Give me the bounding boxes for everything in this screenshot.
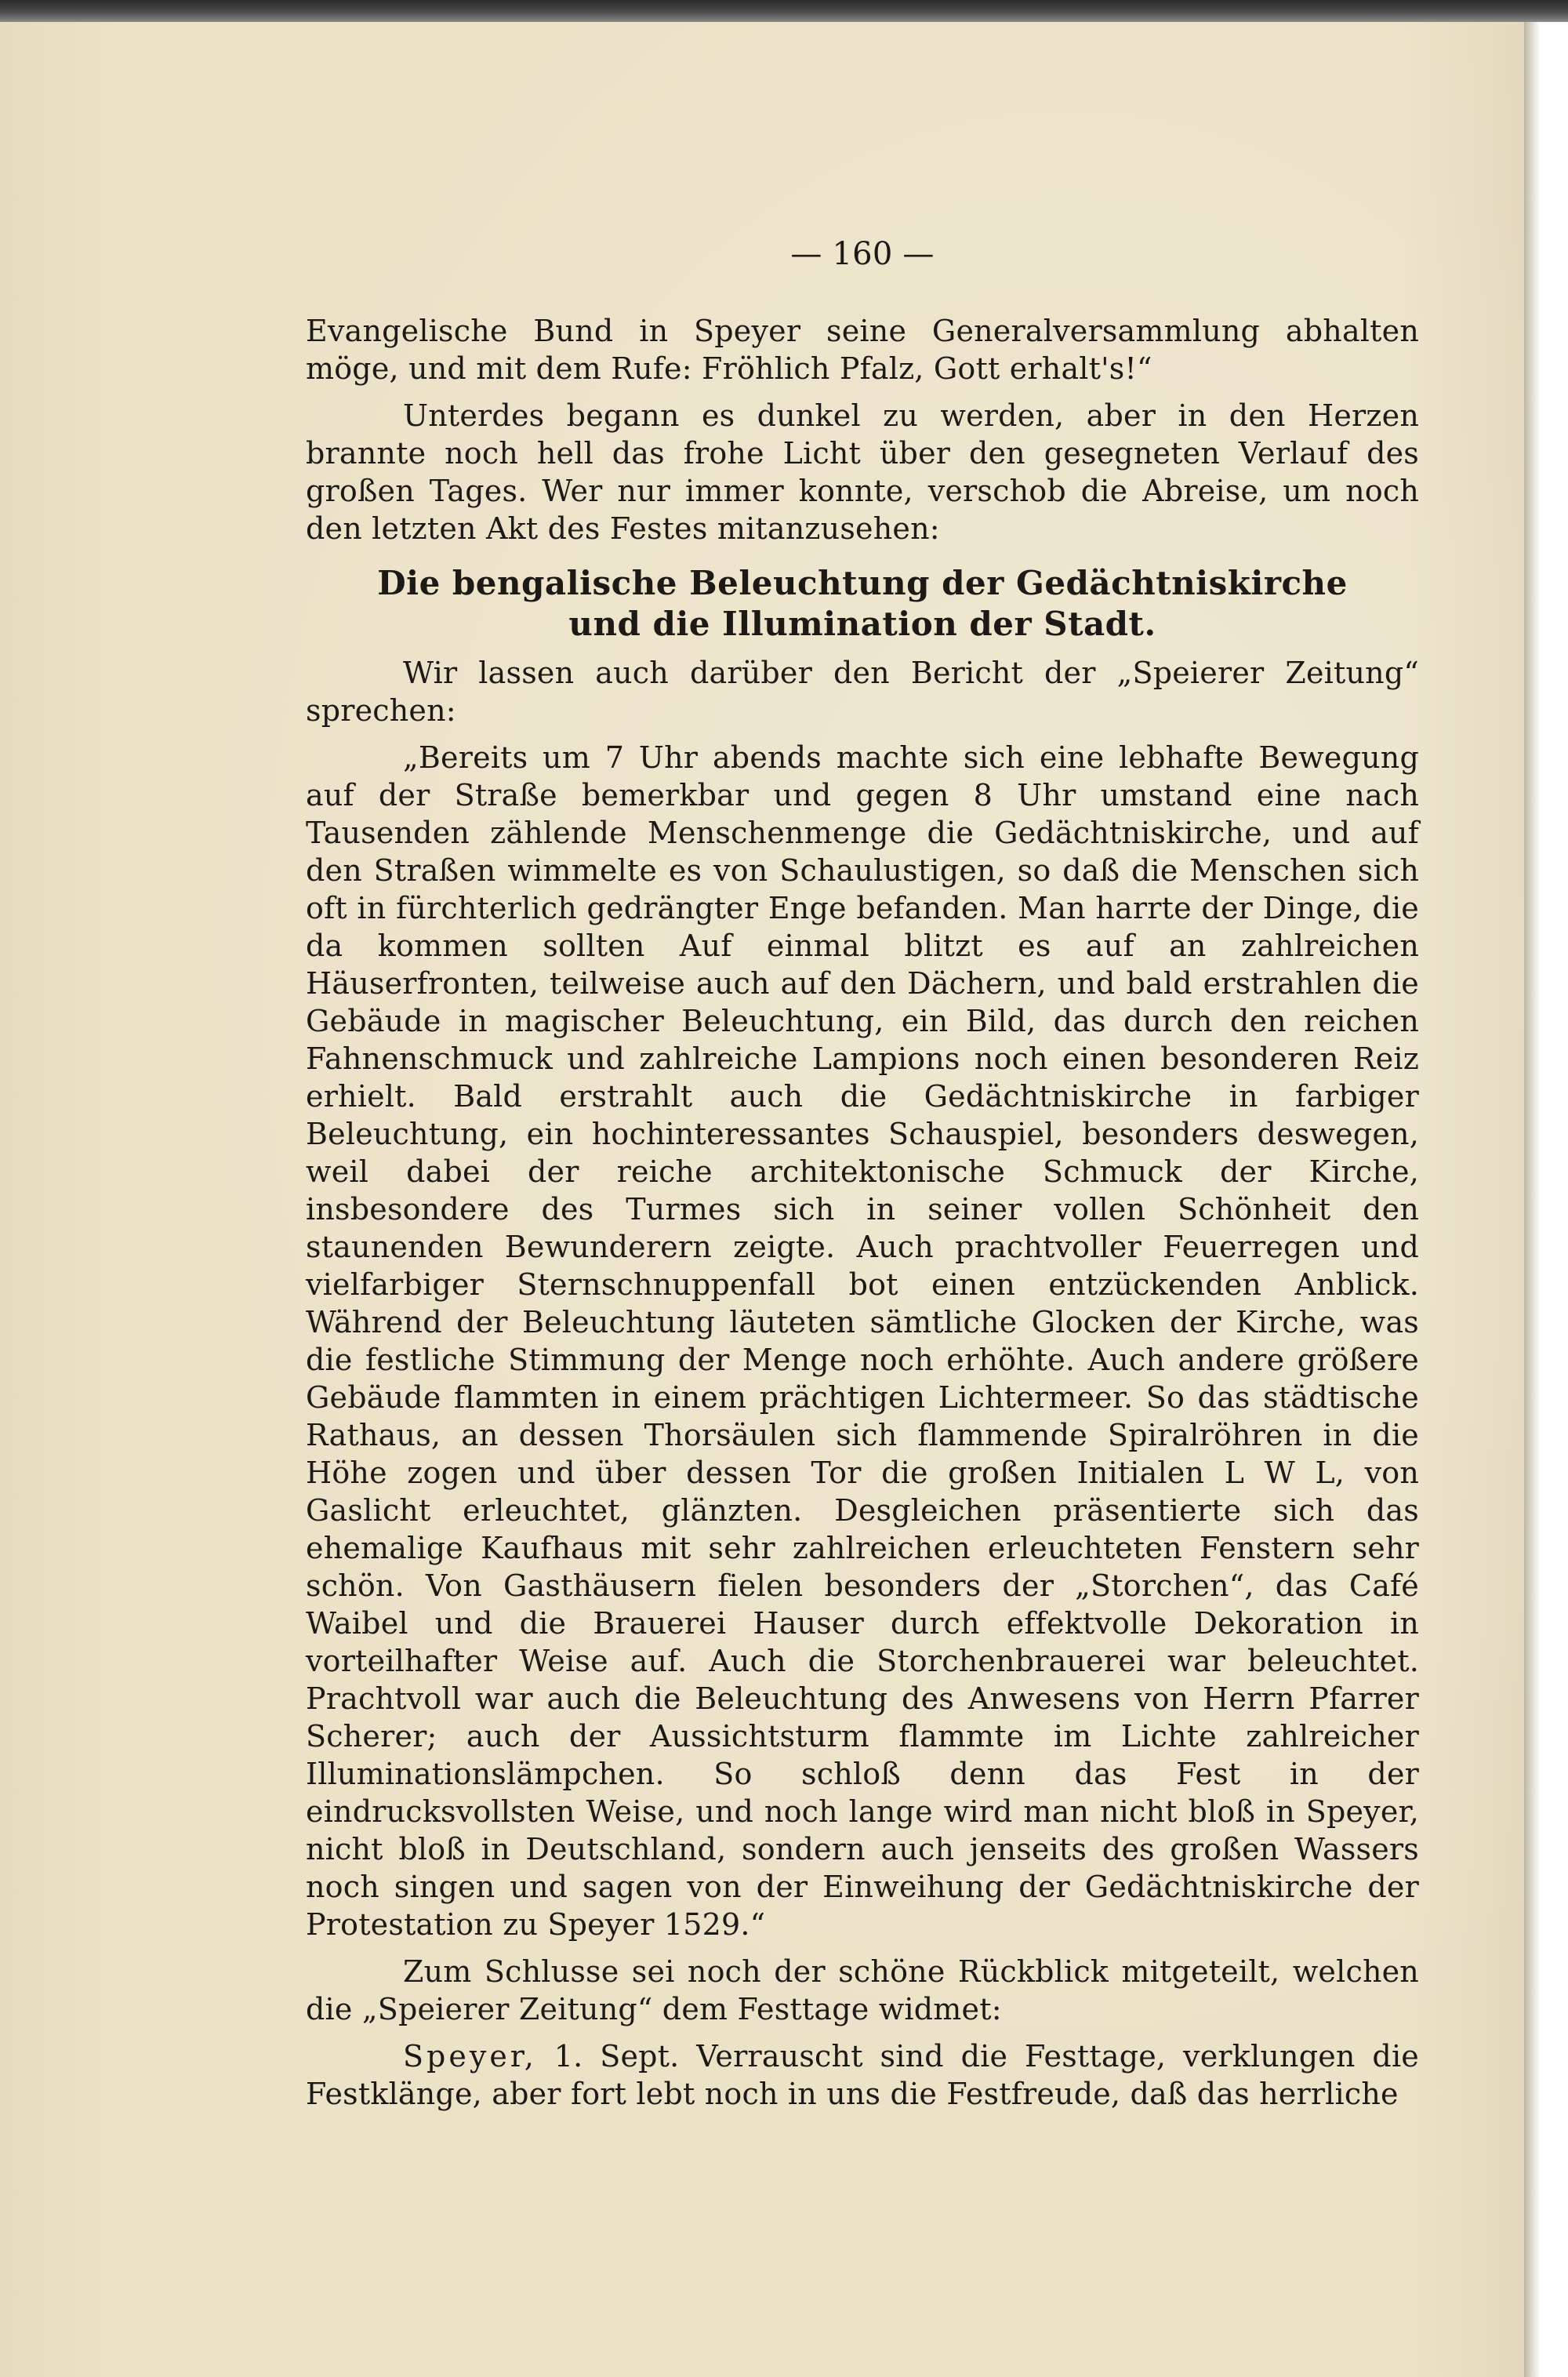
- paragraph-retrospect: [306, 2037, 1419, 2113]
- page-edge: [1526, 22, 1568, 2377]
- scan-top-edge: [0, 0, 1568, 22]
- paragraph-retrospect-intro: Zum Schlusse sei noch der schöne Rückblick mitgeteilt, welchen die „Speierer Zeitung“ dem Festtage widmet:: [306, 1954, 1419, 2026]
- paragraph-continuation: Evangelische Bund in Speyer seine Generalversammlung abhalten möge, und mit dem Rufe: Fröhlich Pfalz, Gott erhalt's!“: [306, 314, 1419, 386]
- page-text: [306, 235, 1419, 2122]
- section-heading: [306, 563, 1419, 645]
- dateline-place: Speyer,: [403, 2039, 537, 2074]
- retrospect-text: 1. Sept. Verrauscht sind die Festtage, verklungen die Festklänge, aber fort lebt noch in uns die Festfreude, daß das herrliche: [306, 2039, 1419, 2111]
- paragraph-dusk: Unterdes begann es dunkel zu werden, aber in den Herzen brannte noch hell das frohe Licht über den gesegneten Verlauf des großen Tages. Wer nur immer konnte, verschob die Abreise, um noch den letzten Akt des Festes mitanzusehen:: [306, 398, 1419, 546]
- paragraph-report-intro: Wir lassen auch darüber den Bericht der „Speierer Zeitung“ sprechen:: [306, 656, 1419, 728]
- section-heading-line-1: Die bengalische Beleuchtung der Gedächtniskirche: [377, 564, 1348, 602]
- section-heading-line-2: und die Illumination der Stadt.: [568, 605, 1156, 643]
- page-number: — 160 —: [790, 236, 935, 272]
- paragraph-report-quote: „Bereits um 7 Uhr abends machte sich eine lebhafte Bewegung auf der Straße bemerkbar und gegen 8 Uhr umstand eine nach Tausenden zählende Menschenmenge die Gedächtniskirche, und auf den Straßen wimmelte es von Schaulustigen, so daß die Menschen sich oft in fürchterlich gedrängter Enge befanden. Man harrte der Dinge, die da kommen sollten Auf einmal blitzt es auf an zahlreichen Häuserfronten, teilweise auch auf den Dächern, und bald erstrahlen die Gebäude in magischer Beleuchtung, ein Bild, das durch den reichen Fahnenschmuck und zahlreiche Lampions noch einen besonderen Reiz erhielt. Bald erstrahlt auch die Gedächtniskirche in farbiger Beleuchtung, ein hochinteressantes Schauspiel, besonders deswegen, weil dabei der reiche architektonische Schmuck der Kirche, insbesondere des Turmes sich in seiner vollen Schönheit den staunenden Bewunderern zeigte. Auch prachtvoller Feuerregen und vielfarbiger Sternschnuppenfall bot einen entzückenden Anblick. Während der Beleuchtung läuteten sämtliche Glocken der Kirche, was die festliche Stimmung der Menge noch erhöhte. Auch andere größere Gebäude flammten in einem prächtigen Lichtermeer. So das städtische Rathaus, an dessen Thorsäulen sich flammende Spiralröhren in die Höhe zogen und über dessen Tor die großen Initialen L W L, von Gaslicht erleuchtet, glänzten. Desgleichen präsentierte sich das ehemalige Kaufhaus mit sehr zahlreichen erleuchteten Fenstern sehr schön. Von Gasthäusern fielen besonders der „Storchen“, das Café Waibel und die Brauerei Hauser durch effektvolle Dekoration in vorteilhafter Weise auf. Auch die Storchenbrauerei war beleuchtet. Prachtvoll war auch die Beleuchtung des Anwesens von Herrn Pfarrer Scherer; auch der Aussichtsturm flammte im Lichte zahlreicher Illuminationslämpchen. So schloß denn das Fest in der eindrucksvollsten Weise, und noch lange wird man nicht bloß in Speyer, nicht bloß in Deutschland, sondern auch jenseits des großen Wassers noch singen und sagen von der Einweihung der Gedächtniskirche der Protestation zu Speyer 1529.“: [306, 740, 1419, 1942]
